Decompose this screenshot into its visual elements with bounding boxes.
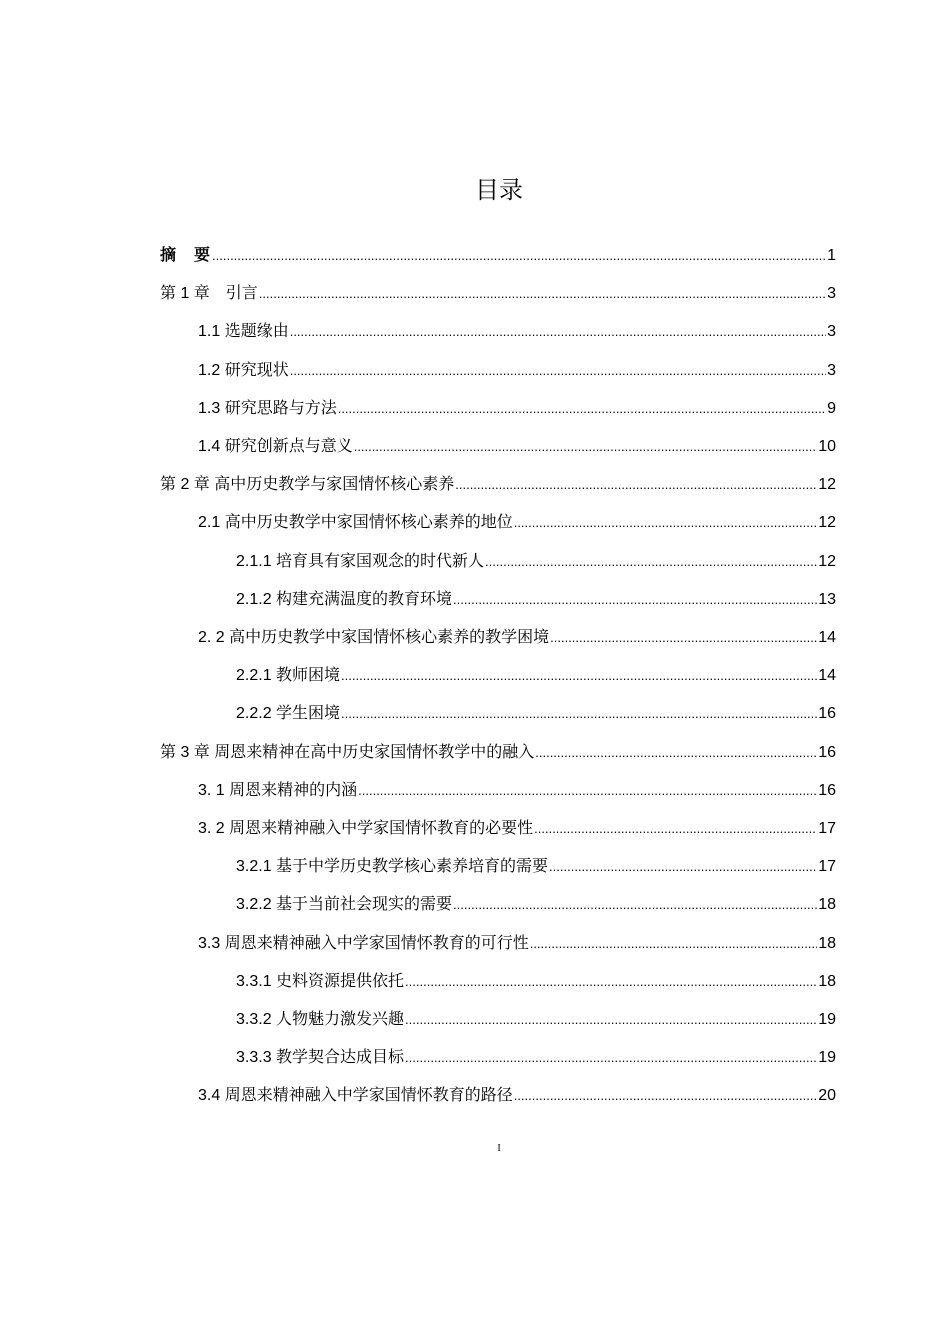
toc-entry[interactable] — [236, 1008, 836, 1032]
toc-leader-dots — [212, 244, 826, 268]
toc-leader-dots — [290, 359, 826, 383]
toc-entry-page: 17 — [818, 858, 836, 875]
toc-entry[interactable] — [198, 817, 836, 841]
toc-entry[interactable] — [198, 435, 836, 459]
toc-entry-label: 3. 2 周恩来精神融入中学家国情怀教育的必要性 — [198, 820, 534, 837]
toc-entry[interactable] — [198, 779, 836, 803]
page-number: I — [497, 1143, 501, 1154]
toc-entry[interactable] — [160, 244, 836, 268]
toc-entry-label: 1.2 研究现状 — [198, 362, 289, 379]
toc-leader-dots — [405, 1008, 817, 1032]
toc-entry-label: 2.2.2 学生困境 — [236, 705, 341, 722]
toc-entry-label: 第 2 章 高中历史教学与家国情怀核心素养 — [160, 476, 455, 493]
toc-entry-label: 3.2.1 基于中学历史教学核心素养培育的需要 — [236, 858, 549, 875]
toc-leader-dots — [455, 473, 817, 497]
toc-entry-page: 3 — [827, 362, 836, 379]
toc-entry-label: 2.1.2 构建充满温度的教育环境 — [236, 591, 453, 608]
toc-entry-page: 18 — [818, 973, 836, 990]
toc-entry-page: 12 — [818, 553, 836, 570]
toc-entry[interactable] — [236, 855, 836, 879]
toc-entry-page: 12 — [818, 476, 836, 493]
toc-entry-label: 3. 1 周恩来精神的内涵 — [198, 782, 358, 799]
toc-entry[interactable] — [198, 626, 836, 650]
toc-entry-label: 1.1 选题缘由 — [198, 323, 289, 340]
toc-entry-page: 10 — [818, 438, 836, 455]
toc-leader-dots — [549, 855, 817, 879]
toc-entry-page: 13 — [818, 591, 836, 608]
toc-entry-label: 第 3 章 周恩来精神在高中历史家国情怀教学中的融入 — [160, 744, 535, 761]
toc-entry[interactable] — [160, 473, 836, 497]
toc-entry-page: 12 — [818, 514, 836, 531]
toc-entry-page: 3 — [827, 323, 836, 340]
toc-entry-page: 14 — [818, 667, 836, 684]
toc-leader-dots — [358, 779, 817, 803]
toc-leader-dots — [485, 550, 817, 574]
toc-entry-page: 17 — [818, 820, 836, 837]
toc-entry-page: 19 — [818, 1011, 836, 1028]
toc-title: 目录 — [475, 176, 523, 204]
toc-entry[interactable] — [198, 397, 836, 421]
toc-entry-page: 16 — [818, 705, 836, 722]
toc-entry-label: 3.3.3 教学契合达成目标 — [236, 1049, 405, 1066]
toc-entry[interactable] — [236, 664, 836, 688]
toc-entry-label: 3.3.2 人物魅力激发兴趣 — [236, 1011, 405, 1028]
toc-entry-label: 2.2.1 教师困境 — [236, 667, 341, 684]
toc-leader-dots — [550, 626, 817, 650]
toc-leader-dots — [534, 817, 817, 841]
toc-entry-page: 18 — [818, 935, 836, 952]
toc-entry-label: 1.3 研究思路与方法 — [198, 400, 337, 417]
toc-leader-dots — [259, 282, 826, 306]
toc-leader-dots — [530, 932, 818, 956]
toc-entry[interactable] — [236, 550, 836, 574]
toc-entry[interactable] — [198, 320, 836, 344]
toc-leader-dots — [341, 664, 817, 688]
toc-entry-label: 第 1 章 引言 — [160, 285, 258, 302]
toc-entry[interactable] — [198, 359, 836, 383]
toc-entry[interactable] — [198, 932, 836, 956]
toc-leader-dots — [514, 1084, 818, 1108]
toc-entry-page: 1 — [827, 247, 836, 264]
toc-entry[interactable] — [236, 893, 836, 917]
toc-leader-dots — [338, 397, 826, 421]
toc-leader-dots — [514, 511, 818, 535]
toc-entry[interactable] — [236, 1046, 836, 1070]
toc-leader-dots — [405, 1046, 817, 1070]
toc-entry-page: 16 — [818, 782, 836, 799]
toc-entry-page: 19 — [818, 1049, 836, 1066]
toc-leader-dots — [535, 741, 817, 765]
toc-entry-label: 2.1 高中历史教学中家国情怀核心素养的地位 — [198, 514, 513, 531]
toc-entry[interactable] — [236, 702, 836, 726]
toc-leader-dots — [453, 893, 817, 917]
toc-entry[interactable] — [160, 282, 836, 306]
toc-leader-dots — [354, 435, 818, 459]
toc-entry-label: 2.1.1 培育具有家国观念的时代新人 — [236, 553, 485, 570]
toc-entry-label: 3.2.2 基于当前社会现实的需要 — [236, 896, 453, 913]
toc-leader-dots — [405, 970, 817, 994]
toc-entry[interactable] — [236, 588, 836, 612]
toc-entry-page: 18 — [818, 896, 836, 913]
toc-entry[interactable] — [160, 741, 836, 765]
toc-entry-page: 16 — [818, 744, 836, 761]
toc-entry-label: 1.4 研究创新点与意义 — [198, 438, 353, 455]
toc-entry-page: 9 — [827, 400, 836, 417]
toc-leader-dots — [290, 320, 826, 344]
toc-entry-page: 20 — [818, 1087, 836, 1104]
toc-entry[interactable] — [236, 970, 836, 994]
toc-leader-dots — [341, 702, 817, 726]
toc-entry[interactable] — [198, 511, 836, 535]
toc-entry-label: 摘 要 — [160, 247, 212, 264]
toc-entry-page: 3 — [827, 285, 836, 302]
toc-entry[interactable] — [198, 1084, 836, 1108]
toc-entry-label: 3.4 周恩来精神融入中学家国情怀教育的路径 — [198, 1087, 513, 1104]
toc-entry-label: 2. 2 高中历史教学中家国情怀核心素养的教学困境 — [198, 629, 550, 646]
toc-entry-label: 3.3.1 史料资源提供依托 — [236, 973, 405, 990]
toc-entry-label: 3.3 周恩来精神融入中学家国情怀教育的可行性 — [198, 935, 529, 952]
toc-leader-dots — [453, 588, 817, 612]
toc-entry-page: 14 — [818, 629, 836, 646]
